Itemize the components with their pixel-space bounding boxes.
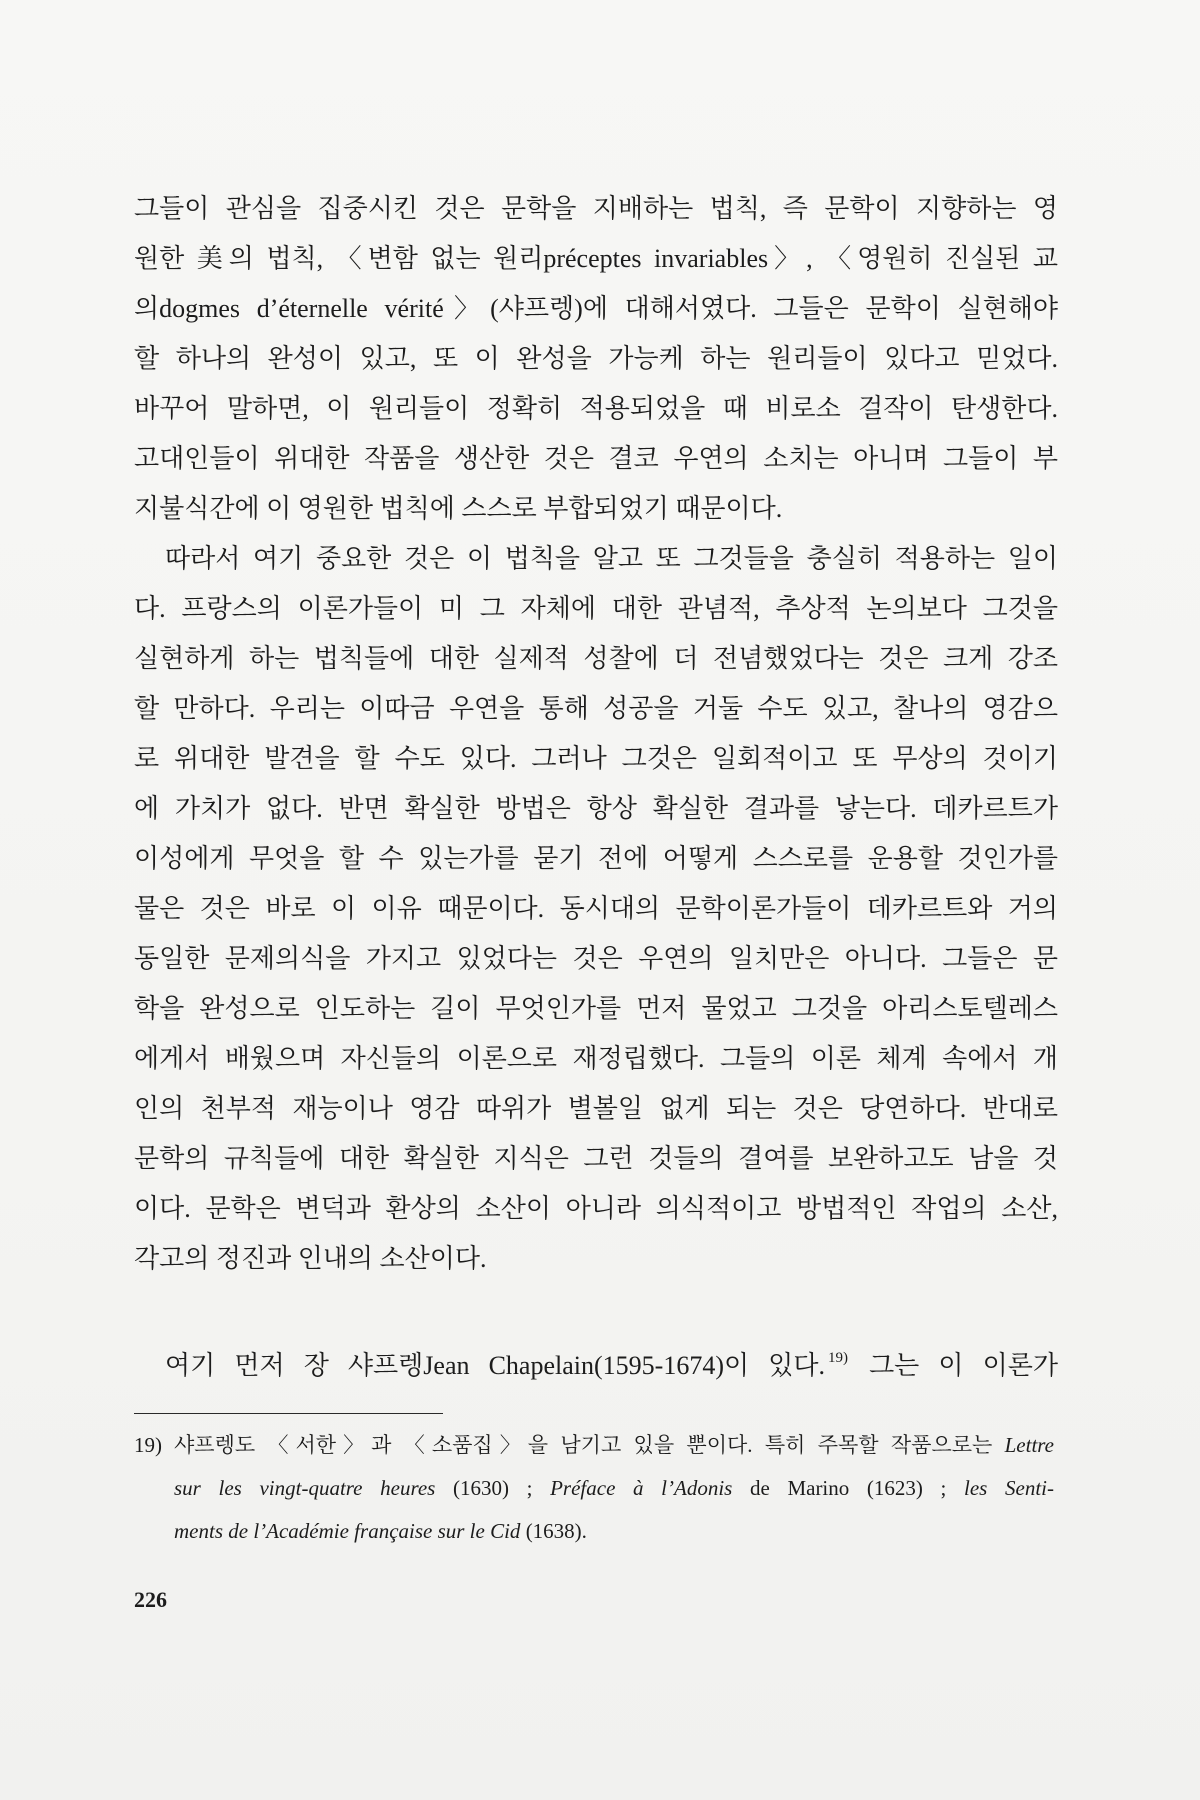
footnote-line xyxy=(174,1510,1054,1553)
footnote xyxy=(134,1424,1054,1553)
text-line: 원한 美의 법칙, 〈변함 없는 원리préceptes invariables〉, 〈영원히 진실된 교 xyxy=(134,244,1058,273)
text-line: 동일한 문제의식을 가지고 있었다는 것은 우연의 일치만은 아니다. 그들은 문 xyxy=(134,944,1058,973)
work-title: Lettre xyxy=(1004,1433,1054,1457)
text-line: 문학의 규칙들에 대한 확실한 지식은 그런 것들의 결여를 보완하고도 남을 것 xyxy=(134,1144,1058,1173)
footnote-reference[interactable]: 19) xyxy=(827,1350,848,1366)
text-segment: 그는 이 이론가 xyxy=(849,1351,1059,1380)
text-line: 로 위대한 발견을 할 수도 있다. 그러나 그것은 일회적이고 또 무상의 것이기 xyxy=(134,744,1058,773)
paragraph xyxy=(134,534,1058,1284)
text-line: 실현하게 하는 법칙들에 대한 실제적 성찰에 더 전념했었다는 것은 크게 강조 xyxy=(134,644,1058,673)
text-line: 따라서 여기 중요한 것은 이 법칙을 알고 또 그것들을 충실히 적용하는 일이 xyxy=(165,544,1058,573)
footnote-line xyxy=(174,1424,1054,1467)
work-title: les Senti- xyxy=(964,1476,1054,1500)
footnote-line xyxy=(174,1467,1054,1510)
text-line: 인의 천부적 재능이나 영감 따위가 별볼일 없게 되는 것은 당연하다. 반대로 xyxy=(134,1094,1058,1123)
text-line: 에게서 배웠으며 자신들의 이론으로 재정립했다. 그들의 이론 체계 속에서 개 xyxy=(134,1044,1058,1073)
work-title: Préface à l’Adonis xyxy=(550,1476,733,1500)
text-line: 다. 프랑스의 이론가들이 미 그 자체에 대한 관념적, 추상적 논의보다 그것을 xyxy=(134,594,1058,623)
text-line: 물은 것은 바로 이 이유 때문이다. 동시대의 문학이론가들이 데카르트와 거의 xyxy=(134,894,1058,923)
footnote-number: 19) xyxy=(134,1433,162,1457)
text-line: 할 만하다. 우리는 이따금 우연을 통해 성공을 거둘 수도 있고, 찰나의 영감으 xyxy=(134,694,1058,723)
text-line xyxy=(134,1341,1058,1391)
page-number: 226 xyxy=(134,1587,167,1612)
work-title: sur les vingt-quatre heures xyxy=(174,1476,436,1500)
body-text xyxy=(134,184,1058,1391)
text-segment: (1630) ; xyxy=(435,1476,551,1500)
text-line: 이성에게 무엇을 할 수 있는가를 묻기 전에 어떻게 스스로를 운용할 것인가를 xyxy=(134,844,1058,873)
footnote-rule xyxy=(134,1413,443,1414)
text-line: 의dogmes d’éternelle vérité〉(샤프렝)에 대해서였다. 그들은 문학이 실현해야 xyxy=(134,294,1058,323)
text-line: 지불식간에 이 영원한 법칙에 스스로 부합되었기 때문이다. xyxy=(134,494,783,523)
text-line: 고대인들이 위대한 작품을 생산한 것은 결코 우연의 소치는 아니며 그들이 부 xyxy=(134,444,1058,473)
paragraph xyxy=(134,184,1058,534)
text-segment: 샤프렝도 〈서한〉과 〈소품집〉을 남기고 있을 뿐이다. 특히 주목할 작품으로는 xyxy=(174,1433,1005,1457)
text-segment: de Marino (1623) ; xyxy=(732,1476,965,1500)
paragraph xyxy=(134,1341,1058,1391)
text-line: 이다. 문학은 변덕과 환상의 소산이 아니라 의식적이고 방법적인 작업의 소산, xyxy=(134,1194,1058,1223)
text-segment: (1638). xyxy=(520,1519,587,1543)
text-line: 그들이 관심을 집중시킨 것은 문학을 지배하는 법칙, 즉 문학이 지향하는 영 xyxy=(134,194,1058,223)
text-line: 학을 완성으로 인도하는 길이 무엇인가를 먼저 물었고 그것을 아리스토텔레스 xyxy=(134,994,1058,1023)
text-line: 각고의 정진과 인내의 소산이다. xyxy=(134,1244,487,1273)
text-segment: 여기 먼저 장 샤프렝Jean Chapelain(1595-1674)이 있다. xyxy=(165,1351,825,1380)
text-line: 할 하나의 완성이 있고, 또 이 완성을 가능케 하는 원리들이 있다고 믿었다. xyxy=(134,344,1058,373)
text-line: 에 가치가 없다. 반면 확실한 방법은 항상 확실한 결과를 낳는다. 데카르트가 xyxy=(134,794,1058,823)
work-title: ments de l’Académie française sur le Cid xyxy=(174,1519,521,1543)
text-line: 바꾸어 말하면, 이 원리들이 정확히 적용되었을 때 비로소 걸작이 탄생한다. xyxy=(134,394,1058,423)
